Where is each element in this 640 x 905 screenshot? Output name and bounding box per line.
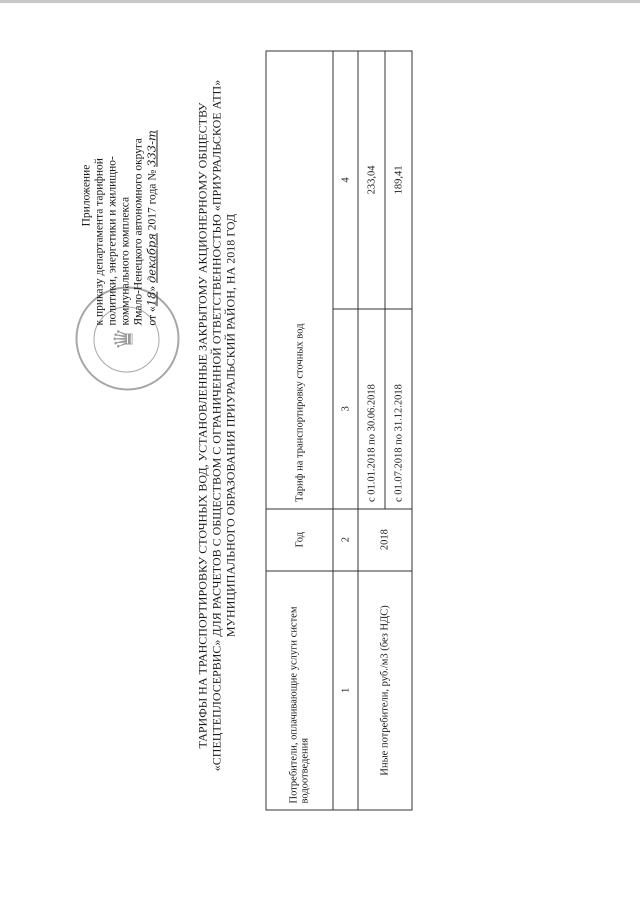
consumer-cell: Иные потребители, руб./м3 (без НДС) [358,570,412,809]
table-row [358,51,385,810]
appendix-block [80,65,159,325]
appendix-line-3: коммунального комплекса [119,196,131,325]
period-cell: с 01.07.2018 по 31.12.2018 [385,308,412,508]
table-header-row [266,51,333,810]
appendix-date-prefix: от « [146,305,158,325]
header-consumers: Потребители, оплачивающие услуги систем водоотведения [266,570,333,809]
appendix-date-year: 2017 года № [146,169,158,230]
tariff-cell: 233,04 [358,51,385,309]
document-title [195,45,237,805]
column-number-3: 3 [333,308,358,508]
period-cell: с 01.01.2018 по 30.06.2018 [358,308,385,508]
appendix-line-1: к приказу департамента тарифной [93,157,105,325]
title-line-2: «СПЕЦТЕПЛОСЕРВИС» ДЛЯ РАСЧЕТОВ С ОБЩЕСТВОМ С ОГРАНИЧЕННОЙ ОТВЕТСТВЕННОСТЬЮ «ПРИУРАЛЬСКОЕ АТП» [209,79,223,771]
column-number-1: 1 [333,570,358,809]
appendix-title: Приложение [80,164,92,226]
column-number-2: 2 [333,508,358,570]
tariff-cell: 189,41 [385,51,412,309]
tariff-table [265,50,412,810]
appendix-date-month: декабря [144,232,158,283]
appendix-order-number: 333-т [144,129,158,167]
appendix-date-day: 18 [144,291,158,306]
table-number-row [333,51,358,810]
header-tariff: Тариф на транспортировку сточных вод [266,51,333,509]
header-year: Год [266,508,333,570]
emblem-icon: ♛ [109,326,138,350]
column-number-4: 4 [333,51,358,309]
title-line-1: ТАРИФЫ НА ТРАНСПОРТИРОВКУ СТОЧНЫХ ВОД, УСТАНОВЛЕННЫЕ ЗАКРЫТОМУ АКЦИОНЕРНОМУ ОБЩЕСТВУ [195,102,209,749]
appendix-line-2: политики, энергетики и жилищно- [106,155,118,325]
appendix-date-mid: » [146,285,158,292]
year-cell: 2018 [358,508,412,570]
appendix-line-4: Ямало-Ненецкого автономного округа [132,137,144,325]
title-line-3: МУНИЦИПАЛЬНОГО ОБРАЗОВАНИЯ ПРИУРАЛЬСКИЙ РАЙОН, НА 2018 ГОД [223,213,237,637]
